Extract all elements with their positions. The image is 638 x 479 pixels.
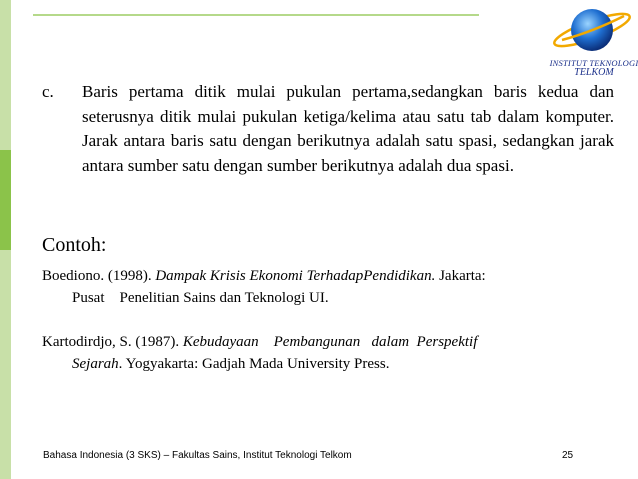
footer-text: Bahasa Indonesia (3 SKS) – Fakultas Sains, Institut Teknologi Telkom	[43, 450, 352, 461]
logo-text	[548, 58, 638, 78]
ref-continuation: Pusat Penelitian Sains dan Teknologi UI.	[72, 290, 329, 306]
top-divider-line	[33, 14, 479, 16]
page-number: 25	[562, 450, 574, 461]
ref-cont-italic: Sejarah	[72, 356, 119, 372]
item-label: c.	[42, 82, 54, 101]
logo-line1: INSTITUT TEKNOLOGI	[549, 58, 638, 68]
ref-title: Dampak Krisis Ekonomi TerhadapPendidikan.	[155, 268, 436, 284]
logo-line2: TELKOM	[574, 67, 614, 78]
item-text: Baris pertama ditik mulai pukulan pertama,sedangkan baris kedua dan seterusnya ditik mulai pukulan ketiga/kelima atau satu tab dalam komputer. Jarak antara baris satu dengan berikutnya adalah satu spasi, sedangkan jarak antara sumber satu dengan sumber berikutnya adalah dua spasi.	[82, 82, 614, 175]
reference-2	[42, 331, 582, 375]
ref-author: Kartodirdjo, S. (1987).	[42, 334, 183, 350]
ref-rest: Jakarta:	[435, 268, 486, 284]
left-bar-light-top	[0, 0, 11, 150]
ref-title: Kebudayaan Pembangunan dalam Perspektif	[182, 334, 478, 350]
left-bar-light-bottom	[0, 250, 11, 479]
contoh-heading: Contoh:	[42, 234, 107, 256]
ref-author: Boediono. (1998).	[42, 268, 156, 284]
ref-continuation	[42, 353, 582, 375]
ref-cont-rest: . Yogyakarta: Gadjah Mada University Press.	[118, 356, 390, 372]
item-c-paragraph	[42, 80, 614, 178]
left-bar-dark	[0, 150, 11, 250]
reference-1	[42, 265, 582, 309]
